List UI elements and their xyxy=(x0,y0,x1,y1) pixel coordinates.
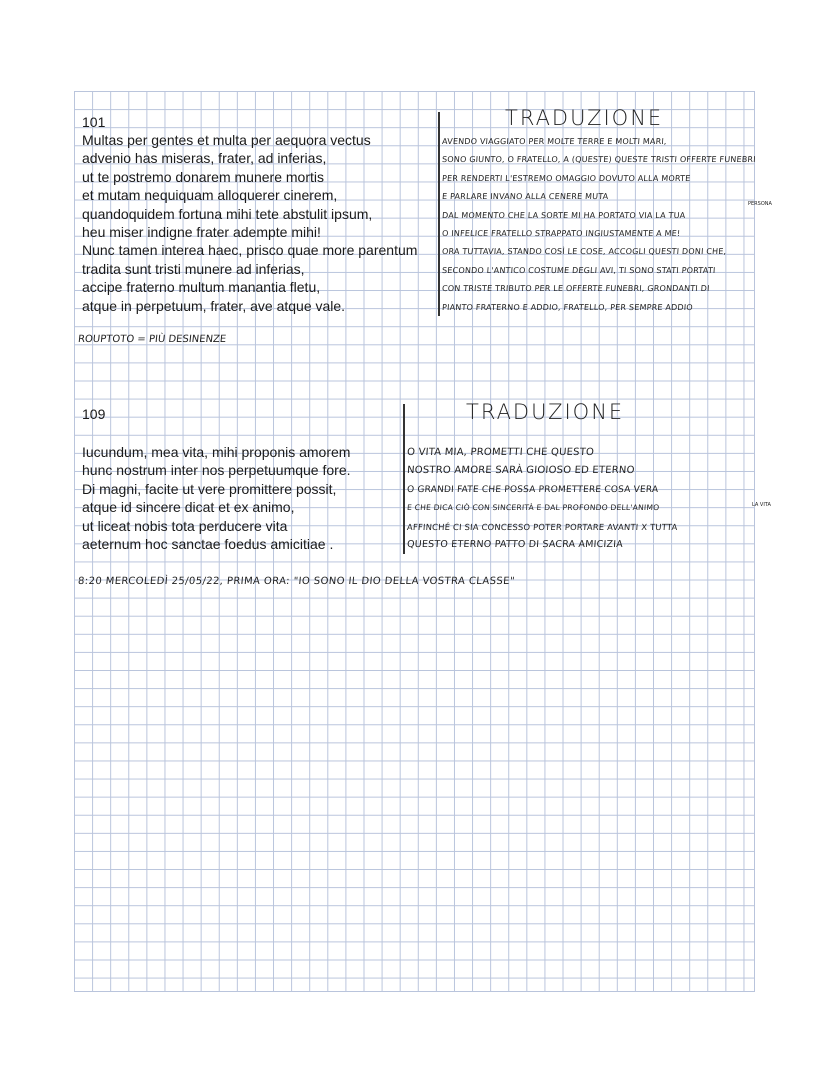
latin-line: quandoquidem fortuna mihi tete abstulit ipsum, xyxy=(82,205,373,222)
latin-line: hunc nostrum inter nos perpetuumque fore. xyxy=(82,462,351,479)
translation-line: PER RENDERTI L'ESTREMO OMAGGIO DOVUTO ALLA MORTE xyxy=(441,173,691,183)
latin-line: atque id sincere dicat et ex animo, xyxy=(82,499,295,516)
latin-line: accipe fraterno multum manantia fletu, xyxy=(82,279,321,296)
translation-line: E CHE DICA CIÒ CON SINCERITÀ E DAL PROFONDO DELL'ANIMO xyxy=(406,503,660,513)
margin-note: LA VITA xyxy=(752,502,771,508)
latin-line: ut te postremo donarem munere mortis xyxy=(82,168,324,185)
translation-line: NOSTRO AMORE SARÀ GIOIOSO ED ETERNO xyxy=(406,465,635,477)
latin-line: et mutam nequiquam alloquerer cinerem, xyxy=(82,187,338,204)
latin-line: ut liceat nobis tota perducere vita xyxy=(82,517,288,534)
latin-line: Multas per gentes et multa per aequora vectus xyxy=(82,132,371,148)
margin-note: PERSONA xyxy=(748,201,772,207)
translation-line: O GRANDI FATE CHE POSSA PROMETTERE COSA VERA xyxy=(406,484,659,495)
poem-101-translation xyxy=(442,133,756,317)
poem-number-109: 109 xyxy=(82,406,106,422)
poem-number-101: 101 xyxy=(82,114,106,130)
translation-line: ORA TUTTAVIA, STANDO COSÌ LE COSE, ACCOGLI QUESTI DONI CHE, xyxy=(441,247,727,257)
latin-line: Iucundum, mea vita, mihi proponis amorem xyxy=(82,444,351,460)
latin-line: heu miser indigne frater adempte mihi! xyxy=(82,224,321,241)
latin-line: tradita sunt tristi munere ad inferias, xyxy=(82,260,305,277)
translation-line: DAL MOMENTO CHE LA SORTE MI HA PORTATO VIA LA TUA xyxy=(441,210,686,220)
translation-line: SECONDO L'ANTICO COSTUME DEGLI AVI, TI SONO STATI PORTATI xyxy=(441,265,716,275)
poem-109-latin-text xyxy=(82,443,351,553)
translation-line: E PARLARE INVANO ALLA CENERE MUTA xyxy=(441,192,609,202)
translation-title: TRADUZIONE xyxy=(505,106,664,130)
translation-line: QUESTO ETERNO PATTO DI SACRA AMICIZIA xyxy=(406,538,624,550)
poem-101-latin-text xyxy=(82,131,417,315)
column-divider xyxy=(438,112,440,316)
translation-line: SONO GIUNTO, O FRATELLO, A (QUESTE) QUESTE TRISTI OFFERTE FUNEBRI xyxy=(441,155,757,165)
translation-line: AVENDO VIAGGIATO PER MOLTE TERRE E MOLTI MARI, xyxy=(441,137,668,146)
translation-line: CON TRISTE TRIBUTO PER LE OFFERTE FUNEBRI, GRONDANTI DI xyxy=(441,284,710,294)
column-divider xyxy=(403,404,405,554)
latin-line: Di magni, facite ut vere promittere possit, xyxy=(82,480,337,497)
latin-line: Nunc tamen interea haec, prisco quae more parentum xyxy=(82,242,418,259)
translation-line: O VITA MIA, PROMETTI CHE QUESTO xyxy=(406,447,595,458)
latin-line: advenio has miseras, frater, ad inferias, xyxy=(82,150,327,167)
translation-line: PIANTO FRATERNO E ADDIO, FRATELLO, PER SEMPRE ADDIO xyxy=(441,302,694,312)
translation-title: TRADUZIONE xyxy=(466,400,625,424)
latin-line: aeternum hoc sanctae foedus amicitiae . xyxy=(82,536,334,553)
translation-line: O INFELICE FRATELLO STRAPPATO INGIUSTAMENTE A ME! xyxy=(441,228,681,238)
footnote: ROUPTOTO = PIÙ DESINENZE xyxy=(77,334,227,345)
latin-line: atque in perpetuum, frater, ave atque vale. xyxy=(82,297,346,314)
bottom-note: 8:20 MERCOLEDÌ 25/05/22, PRIMA ORA: "IO SONO IL DIO DELLA VOSTRA CLASSE" xyxy=(77,576,516,587)
translation-line: AFFINCHÉ CI SIA CONCESSO POTER PORTARE AVANTI X TUTTA xyxy=(406,521,678,532)
poem-109-translation xyxy=(407,444,677,554)
